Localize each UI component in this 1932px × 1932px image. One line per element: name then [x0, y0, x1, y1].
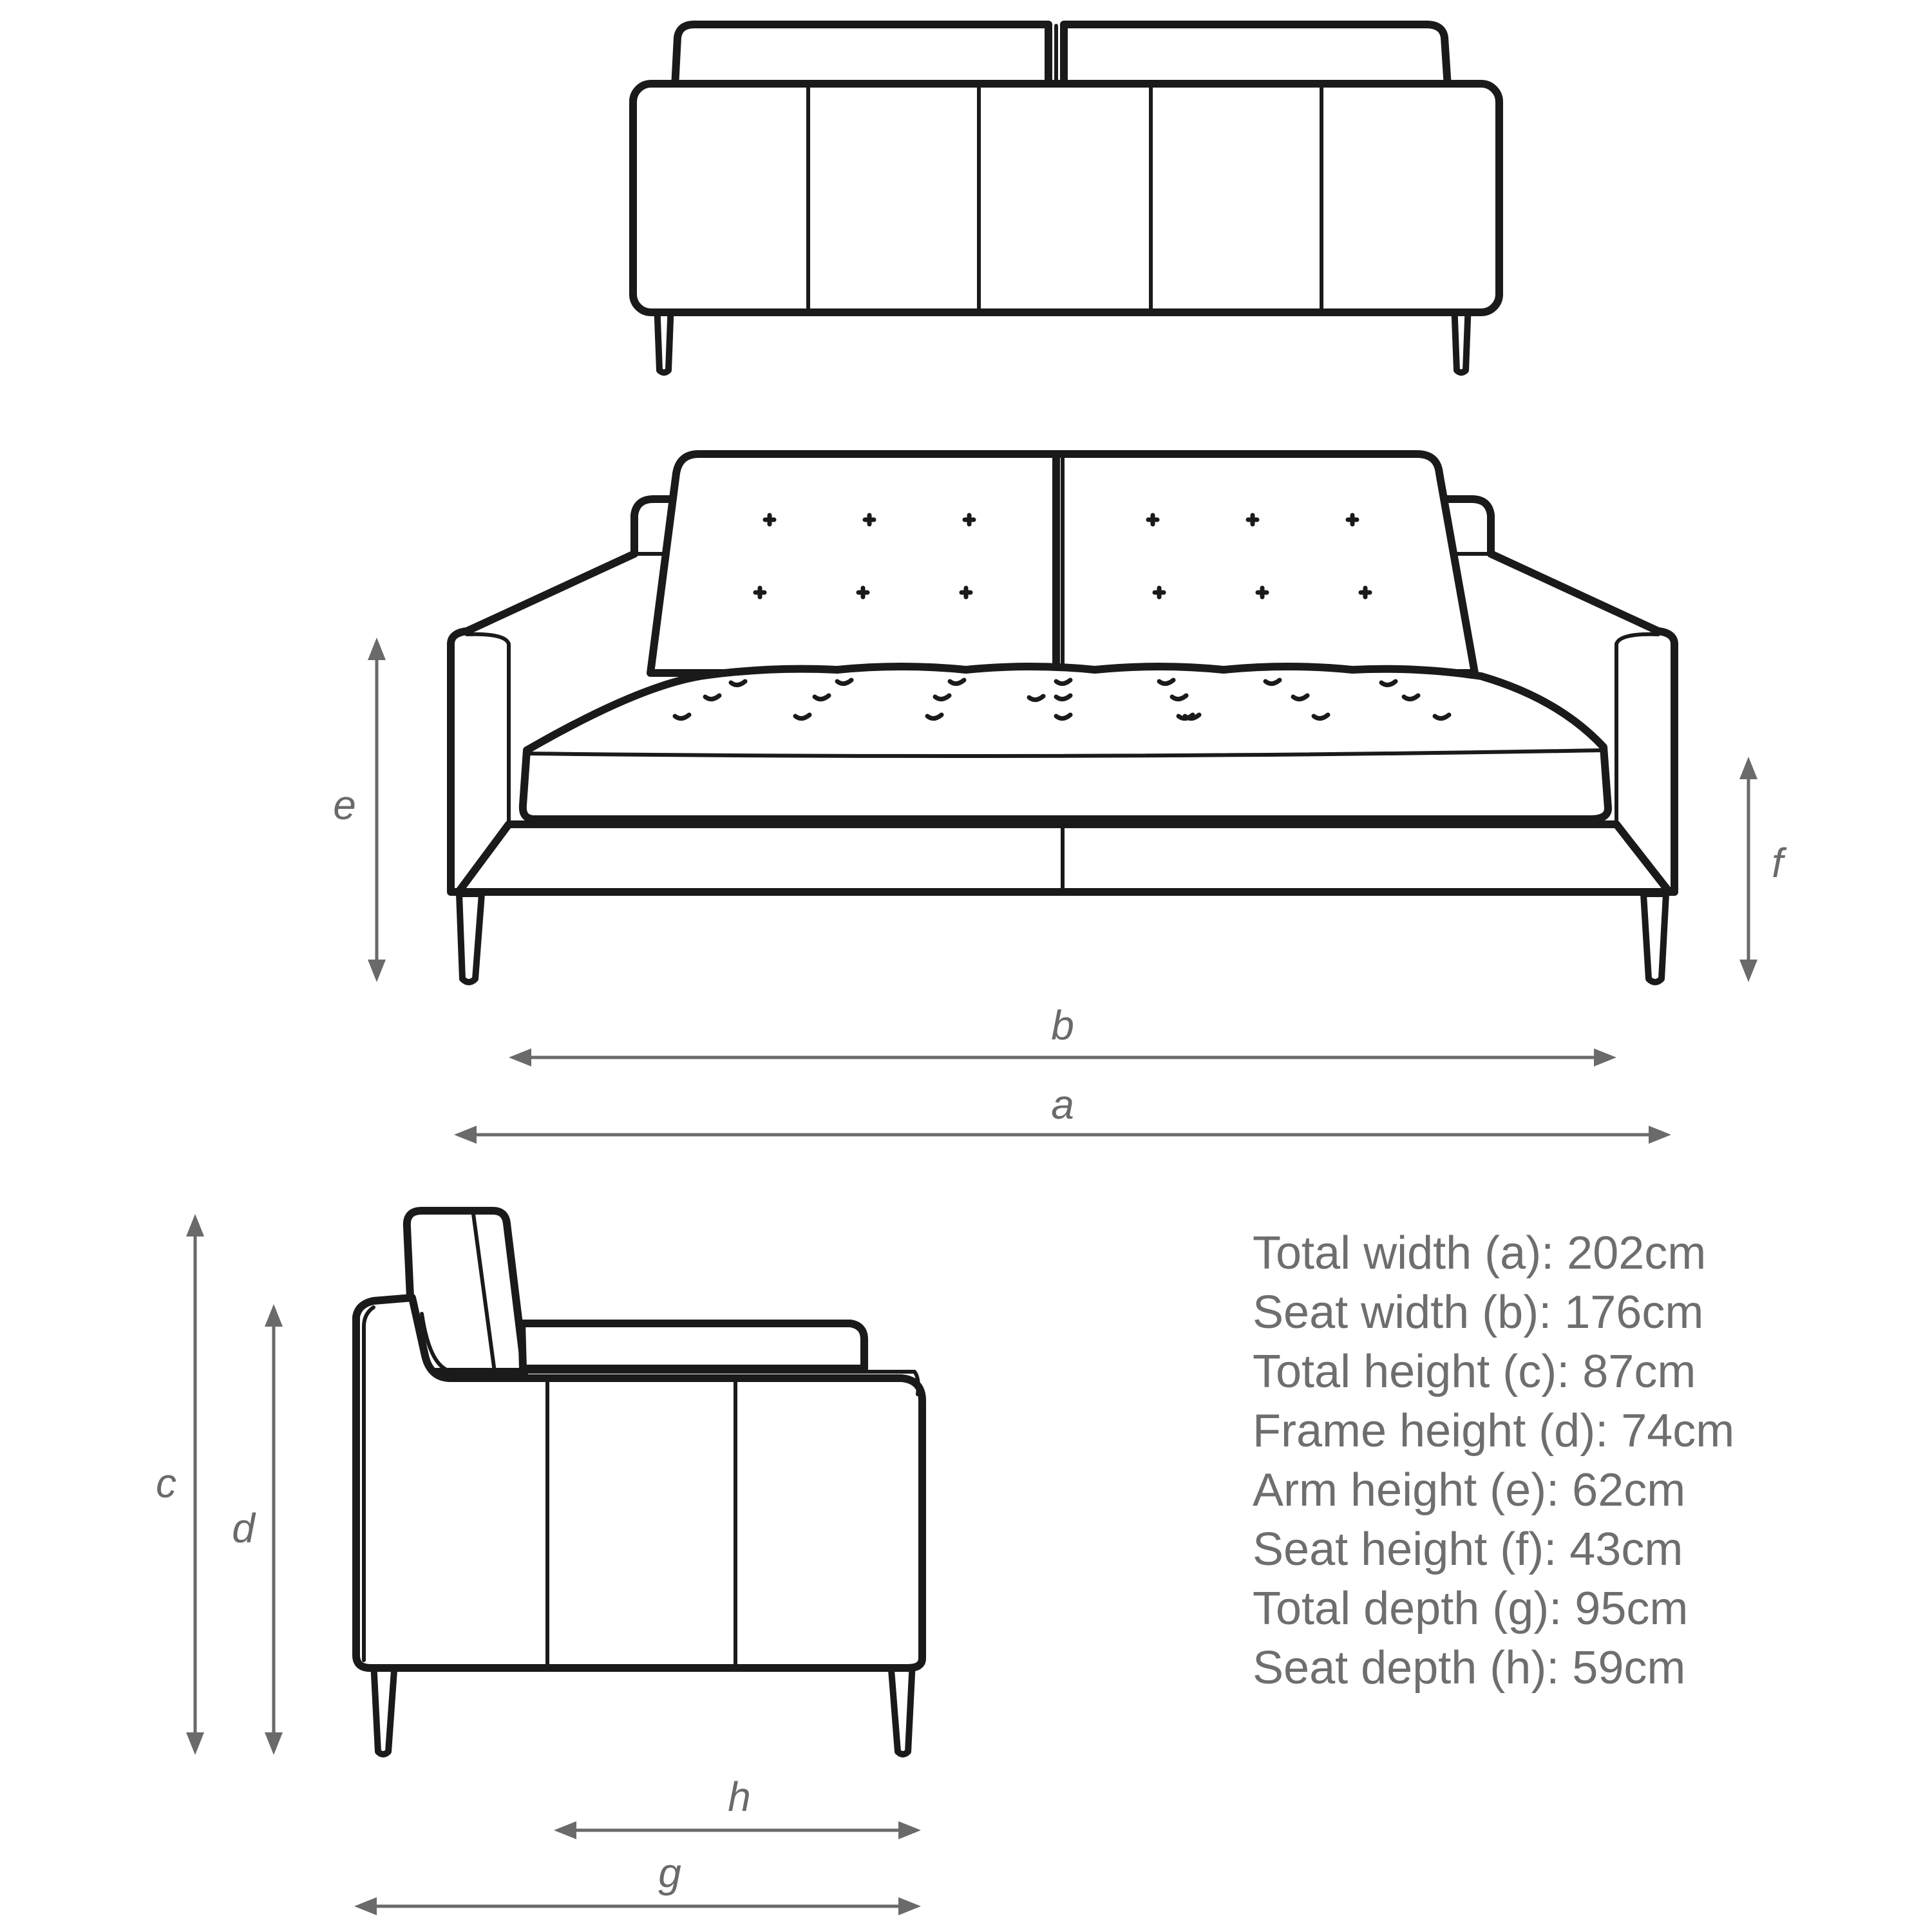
back-view-cushion-left: [675, 24, 1048, 87]
front-view-seat-cushion: [523, 667, 1608, 819]
spec-total-width: Total width (a): 202cm: [1253, 1227, 1707, 1279]
dimension-label-h: h: [728, 1774, 751, 1820]
spec-seat-depth: Seat depth (h): 59cm: [1253, 1642, 1686, 1694]
front-view-back-cushion-left: [650, 454, 1056, 673]
sofa-back-view: [633, 24, 1499, 373]
dimension-b: [509, 1048, 1616, 1066]
side-view-leg-front: [891, 1662, 913, 1754]
spec-total-height: Total height (c): 87cm: [1253, 1346, 1696, 1397]
dimension-label-e: e: [333, 782, 356, 828]
front-view-leg-right: [1643, 894, 1666, 982]
spec-arm-height: Arm height (e): 62cm: [1253, 1464, 1686, 1516]
spec-seat-width: Seat width (b): 176cm: [1253, 1287, 1704, 1338]
dimension-spec-list: [1253, 1224, 1734, 1698]
dimension-label-c: c: [156, 1460, 176, 1506]
dimension-label-a: a: [1051, 1081, 1074, 1128]
dimension-a: [454, 1126, 1671, 1144]
spec-frame-height: Frame height (d): 74cm: [1253, 1405, 1735, 1457]
dimension-label-f: f: [1772, 840, 1783, 886]
dimension-d: [265, 1304, 283, 1755]
dimension-label-b: b: [1051, 1002, 1074, 1048]
dimension-c: [186, 1214, 204, 1755]
dimension-e: [368, 638, 386, 982]
dimension-label-d: d: [232, 1505, 255, 1551]
sofa-front-view: [451, 454, 1674, 982]
dimension-h: [554, 1821, 921, 1839]
dimension-f: [1739, 757, 1757, 982]
dimension-g: [354, 1897, 921, 1915]
side-view-leg-back: [374, 1662, 395, 1754]
back-view-frame: [633, 84, 1499, 312]
spec-total-depth: Total depth (g): 95cm: [1253, 1583, 1689, 1634]
spec-seat-height: Seat height (f): 43cm: [1253, 1524, 1683, 1575]
sofa-side-view: [356, 1211, 922, 1754]
front-view-leg-left: [459, 894, 482, 982]
dimension-label-g: g: [658, 1850, 681, 1896]
back-view-cushion-right: [1064, 24, 1448, 87]
front-view-back-cushion-right: [1056, 454, 1475, 673]
side-view-arm: [522, 1323, 864, 1368]
